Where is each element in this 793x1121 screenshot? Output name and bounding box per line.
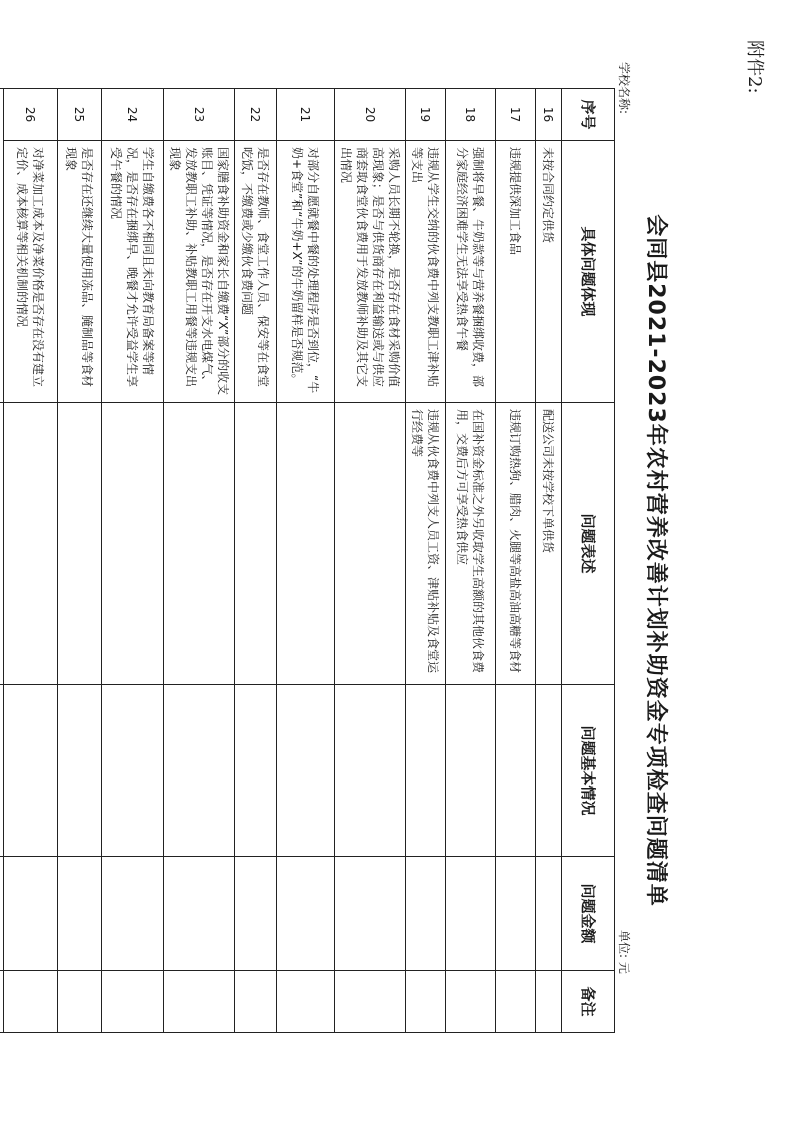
- remark-cell: [496, 971, 536, 1033]
- issue-cell: 是否存在教师、食堂工作人员、保安等在食堂吃饭，不缴费或少缴伙食费问题: [235, 141, 277, 403]
- row-number: 20: [335, 89, 406, 141]
- remark-cell: [235, 971, 277, 1033]
- basic-info-cell: [406, 685, 446, 857]
- header-amount: 问题金额: [562, 857, 615, 971]
- row-number: 16: [536, 89, 562, 141]
- basic-info-cell: [4, 685, 58, 857]
- statement-cell: 配送公司未按学校下单供货: [536, 403, 562, 685]
- total-cell: [0, 685, 4, 857]
- basic-info-cell: [536, 685, 562, 857]
- amount-cell: [277, 857, 335, 971]
- unit-label: 单位: 元: [617, 930, 631, 974]
- remark-cell: [335, 971, 406, 1033]
- row-number: 23: [164, 89, 235, 141]
- statement-cell: 违规从伙食费中列支人员工资、津贴补贴及食堂运行经费等: [406, 403, 446, 685]
- issue-cell: 强制将早餐、牛奶款等与营养餐捆绑收费，部分家庭经济困难学生无法享受热食午餐: [446, 141, 496, 403]
- table-header-row: [562, 89, 615, 1033]
- statement-cell: 违规订购热狗、腊肉、火腿等高盐高油高糖等食材: [496, 403, 536, 685]
- amount-cell: [335, 857, 406, 971]
- statement-cell: [164, 403, 235, 685]
- basic-info-cell: [58, 685, 102, 857]
- statement-cell: [335, 403, 406, 685]
- issue-cell: 学生自缴费各不相同且未向教育局备案等情况，是否存在捆绑早、晚餐才允许受益学生享受午餐的情况: [102, 141, 164, 403]
- table-row: [277, 89, 335, 1033]
- row-number: 26: [4, 89, 58, 141]
- remark-cell: [164, 971, 235, 1033]
- total-label: [0, 89, 4, 403]
- table-row: [536, 89, 562, 1033]
- basic-info-cell: [277, 685, 335, 857]
- remark-cell: [4, 971, 58, 1033]
- document-title: 会同县2021-2023年农村营养改善计划补助资金专项检查问题清单: [643, 214, 668, 907]
- row-number: 21: [277, 89, 335, 141]
- row-number: 17: [496, 89, 536, 141]
- row-number: 19: [406, 89, 446, 141]
- issue-cell: 国家膳食补助资金和家长自缴费“X”部分的收支账目、凭证等情况，是否存在开支水电煤气、发放教职工补助、补贴教职工用餐等违规支出现象: [164, 141, 235, 403]
- amount-cell: [536, 857, 562, 971]
- total-cell: [0, 971, 4, 1033]
- header-no: 序号: [562, 89, 615, 141]
- amount-cell: [58, 857, 102, 971]
- amount-cell: [164, 857, 235, 971]
- row-number: 22: [235, 89, 277, 141]
- remark-cell: [58, 971, 102, 1033]
- basic-info-cell: [235, 685, 277, 857]
- statement-cell: [277, 403, 335, 685]
- basic-info-cell: [102, 685, 164, 857]
- total-row: [0, 89, 4, 1033]
- issue-cell: 是否存在还继续大量使用冻品、腌制品等食材现象: [58, 141, 102, 403]
- issue-cell: 违规从学生交纳的伙食费中列支教职工津补贴等支出: [406, 141, 446, 403]
- amount-cell: [4, 857, 58, 971]
- remark-cell: [277, 971, 335, 1033]
- table-row: [446, 89, 496, 1033]
- amount-cell: [446, 857, 496, 971]
- header-basic: 问题基本情况: [562, 685, 615, 857]
- issue-cell: 未按合同约定供货: [536, 141, 562, 403]
- table-row: [58, 89, 102, 1033]
- issue-cell: 采购人员长期不轮换，是否存在食材采购价值高现象；是否与供货商存在利益输送或与供应商套取食堂伙食费用于发放教师补助及其它支出情况: [335, 141, 406, 403]
- amount-cell: [406, 857, 446, 971]
- basic-info-cell: [496, 685, 536, 857]
- table-row: [102, 89, 164, 1033]
- remark-cell: [406, 971, 446, 1033]
- header-remark: 备注: [562, 971, 615, 1033]
- total-cell: [0, 857, 4, 971]
- statement-cell: [58, 403, 102, 685]
- amount-cell: [102, 857, 164, 971]
- table-row: [406, 89, 446, 1033]
- basic-info-cell: [446, 685, 496, 857]
- amount-cell: [235, 857, 277, 971]
- statement-cell: 在国补资金标准之外另收取学生高额的其他伙食费用，交费后方可享受热食供应: [446, 403, 496, 685]
- issue-cell: 对部分自愿就餐中餐的处理程序是否到位，“牛奶+食堂”和“牛奶+X”的牛奶留样是否规范。: [277, 141, 335, 403]
- remark-cell: [102, 971, 164, 1033]
- table-row: [235, 89, 277, 1033]
- basic-info-cell: [164, 685, 235, 857]
- problem-list-table: [0, 88, 615, 1033]
- basic-info-cell: [335, 685, 406, 857]
- statement-cell: [235, 403, 277, 685]
- table-row: [4, 89, 58, 1033]
- table-row: [496, 89, 536, 1033]
- amount-cell: [496, 857, 536, 971]
- statement-cell: [4, 403, 58, 685]
- remark-cell: [536, 971, 562, 1033]
- row-number: 24: [102, 89, 164, 141]
- header-statement: 问题表述: [562, 403, 615, 685]
- attachment-label: 附件2:: [744, 40, 765, 94]
- issue-cell: 违规提供深加工食品: [496, 141, 536, 403]
- issue-cell: 对净菜加工成本及净菜价格是否存在没有建立定价、成本核算等相关机制的情况: [4, 141, 58, 403]
- school-name-label: 学校名称:: [617, 62, 631, 115]
- total-cell: [0, 403, 4, 685]
- row-number: 18: [446, 89, 496, 141]
- statement-cell: [102, 403, 164, 685]
- row-number: 25: [58, 89, 102, 141]
- header-issue: 具体问题体现: [562, 141, 615, 403]
- table-row: [164, 89, 235, 1033]
- table-row: [335, 89, 406, 1033]
- remark-cell: [446, 971, 496, 1033]
